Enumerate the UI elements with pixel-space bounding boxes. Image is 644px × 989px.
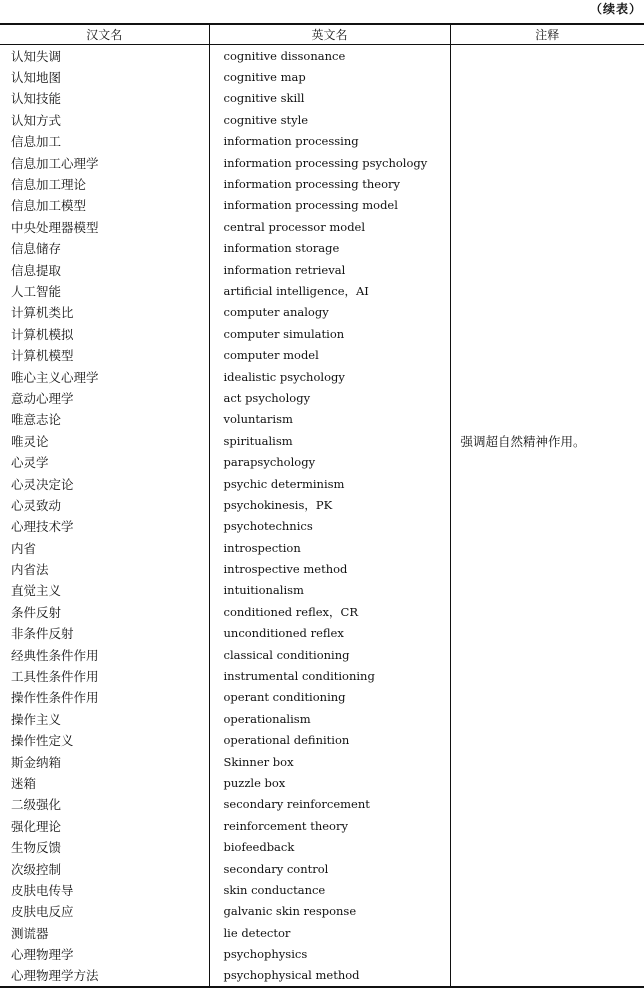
table-row — [0, 644, 644, 665]
term-note — [450, 623, 644, 644]
table-row — [0, 238, 644, 259]
term-note — [450, 131, 644, 152]
chinese-term: 认知失调 — [0, 45, 209, 67]
term-note — [450, 751, 644, 772]
table-row — [0, 901, 644, 922]
chinese-term: 唯意志论 — [0, 409, 209, 430]
chinese-term: 信息加工模型 — [0, 195, 209, 216]
table-row — [0, 451, 644, 472]
table-row — [0, 516, 644, 537]
english-term: computer analogy — [209, 302, 450, 323]
chinese-term: 唯灵论 — [0, 430, 209, 451]
english-term: secondary control — [209, 858, 450, 879]
term-note — [450, 88, 644, 109]
chinese-term: 操作性定义 — [0, 730, 209, 751]
term-note — [450, 323, 644, 344]
english-term: computer simulation — [209, 323, 450, 344]
english-term: psychophysics — [209, 943, 450, 964]
table-row — [0, 687, 644, 708]
english-term: idealistic psychology — [209, 366, 450, 387]
chinese-term: 条件反射 — [0, 601, 209, 622]
term-note — [450, 901, 644, 922]
term-note — [450, 943, 644, 964]
chinese-term: 计算机模型 — [0, 344, 209, 365]
table-row — [0, 708, 644, 729]
table-row — [0, 623, 644, 644]
table-row — [0, 580, 644, 601]
term-note — [450, 238, 644, 259]
english-term: psychophysical method — [209, 965, 450, 987]
chinese-term: 计算机模拟 — [0, 323, 209, 344]
english-term: lie detector — [209, 922, 450, 943]
table-row — [0, 879, 644, 900]
term-note — [450, 580, 644, 601]
chinese-term: 皮肤电传导 — [0, 879, 209, 900]
term-note — [450, 109, 644, 130]
header-english-name: 英文名 — [209, 24, 450, 45]
table-row — [0, 195, 644, 216]
english-term: reinforcement theory — [209, 815, 450, 836]
term-note — [450, 665, 644, 686]
chinese-term: 人工智能 — [0, 280, 209, 301]
english-term: computer model — [209, 344, 450, 365]
chinese-term: 操作性条件作用 — [0, 687, 209, 708]
english-term: information processing theory — [209, 173, 450, 194]
english-term: cognitive map — [209, 66, 450, 87]
english-term: cognitive skill — [209, 88, 450, 109]
english-term: psychic determinism — [209, 473, 450, 494]
chinese-term: 工具性条件作用 — [0, 665, 209, 686]
english-term: psychotechnics — [209, 516, 450, 537]
english-term: psychokinesis，PK — [209, 494, 450, 515]
term-note — [450, 409, 644, 430]
table-row — [0, 494, 644, 515]
english-term: information processing psychology — [209, 152, 450, 173]
table-row — [0, 366, 644, 387]
english-term: classical conditioning — [209, 644, 450, 665]
term-note — [450, 494, 644, 515]
header-note: 注释 — [450, 24, 644, 45]
chinese-term: 心灵学 — [0, 451, 209, 472]
continued-label: （续表） — [589, 2, 642, 16]
english-term: biofeedback — [209, 836, 450, 857]
table-row — [0, 601, 644, 622]
table-row — [0, 45, 644, 67]
term-note — [450, 302, 644, 323]
table-row — [0, 922, 644, 943]
chinese-term: 心理物理学 — [0, 943, 209, 964]
chinese-term: 认知技能 — [0, 88, 209, 109]
term-note — [450, 344, 644, 365]
chinese-term: 中央处理器模型 — [0, 216, 209, 237]
chinese-term: 测谎器 — [0, 922, 209, 943]
english-term: secondary reinforcement — [209, 794, 450, 815]
chinese-term: 直觉主义 — [0, 580, 209, 601]
term-note — [450, 537, 644, 558]
chinese-term: 信息加工心理学 — [0, 152, 209, 173]
chinese-term: 生物反馈 — [0, 836, 209, 857]
chinese-term: 信息加工理论 — [0, 173, 209, 194]
table-body — [0, 45, 644, 988]
table-row — [0, 965, 644, 987]
chinese-term: 意动心理学 — [0, 387, 209, 408]
term-note — [450, 965, 644, 987]
english-term: central processor model — [209, 216, 450, 237]
english-term: information storage — [209, 238, 450, 259]
english-term: information processing — [209, 131, 450, 152]
term-note — [450, 195, 644, 216]
chinese-term: 认知方式 — [0, 109, 209, 130]
table-row — [0, 109, 644, 130]
term-note — [450, 794, 644, 815]
table-row — [0, 537, 644, 558]
table-row — [0, 730, 644, 751]
chinese-term: 内省 — [0, 537, 209, 558]
chinese-term: 斯金纳箱 — [0, 751, 209, 772]
table-row — [0, 751, 644, 772]
term-note — [450, 259, 644, 280]
chinese-term: 心理物理学方法 — [0, 965, 209, 987]
english-term: information retrieval — [209, 259, 450, 280]
english-term: instrumental conditioning — [209, 665, 450, 686]
english-term: cognitive style — [209, 109, 450, 130]
term-note — [450, 152, 644, 173]
english-term: Skinner box — [209, 751, 450, 772]
chinese-term: 唯心主义心理学 — [0, 366, 209, 387]
english-term: introspective method — [209, 558, 450, 579]
chinese-term: 操作主义 — [0, 708, 209, 729]
english-term: operant conditioning — [209, 687, 450, 708]
term-note — [450, 687, 644, 708]
term-note — [450, 216, 644, 237]
table-row — [0, 430, 644, 451]
chinese-term: 经典性条件作用 — [0, 644, 209, 665]
english-term: voluntarism — [209, 409, 450, 430]
table-row — [0, 558, 644, 579]
table-row — [0, 88, 644, 109]
term-note — [450, 45, 644, 67]
chinese-term: 次级控制 — [0, 858, 209, 879]
chinese-term: 心灵致动 — [0, 494, 209, 515]
table-row — [0, 815, 644, 836]
table-row — [0, 858, 644, 879]
header-chinese-name: 汉文名 — [0, 24, 209, 45]
chinese-term: 迷箱 — [0, 772, 209, 793]
term-note — [450, 66, 644, 87]
term-note — [450, 387, 644, 408]
table-row — [0, 152, 644, 173]
english-term: intuitionalism — [209, 580, 450, 601]
table-row — [0, 131, 644, 152]
term-note — [450, 836, 644, 857]
chinese-term: 非条件反射 — [0, 623, 209, 644]
table-row — [0, 665, 644, 686]
chinese-term: 信息储存 — [0, 238, 209, 259]
chinese-term: 计算机类比 — [0, 302, 209, 323]
table-row — [0, 943, 644, 964]
term-note — [450, 858, 644, 879]
english-term: cognitive dissonance — [209, 45, 450, 67]
table-row — [0, 344, 644, 365]
header-row — [0, 24, 644, 45]
table-row — [0, 794, 644, 815]
table-row — [0, 302, 644, 323]
table-row — [0, 409, 644, 430]
table-row — [0, 473, 644, 494]
term-note — [450, 922, 644, 943]
term-note — [450, 708, 644, 729]
chinese-term: 信息提取 — [0, 259, 209, 280]
chinese-term: 心理技术学 — [0, 516, 209, 537]
term-note — [450, 451, 644, 472]
term-note — [450, 879, 644, 900]
table-row — [0, 772, 644, 793]
table-header — [0, 24, 644, 45]
english-term: operational definition — [209, 730, 450, 751]
term-note — [450, 280, 644, 301]
english-term: act psychology — [209, 387, 450, 408]
term-note: 强调超自然精神作用。 — [460, 433, 586, 449]
term-note — [450, 366, 644, 387]
table-row — [0, 323, 644, 344]
table-row — [0, 173, 644, 194]
term-note — [450, 772, 644, 793]
table-row — [0, 66, 644, 87]
english-term: information processing model — [209, 195, 450, 216]
english-term: conditioned reflex，CR — [209, 601, 450, 622]
chinese-term: 内省法 — [0, 558, 209, 579]
chinese-term: 二级强化 — [0, 794, 209, 815]
chinese-term: 信息加工 — [0, 131, 209, 152]
term-note — [450, 815, 644, 836]
english-term: puzzle box — [209, 772, 450, 793]
table-row — [0, 216, 644, 237]
term-note — [450, 173, 644, 194]
english-term: galvanic skin response — [209, 901, 450, 922]
term-note — [450, 558, 644, 579]
english-term: unconditioned reflex — [209, 623, 450, 644]
table-row — [0, 259, 644, 280]
term-note — [450, 730, 644, 751]
table-row — [0, 280, 644, 301]
english-term: artificial intelligence，AI — [209, 280, 450, 301]
term-note — [450, 601, 644, 622]
chinese-term: 强化理论 — [0, 815, 209, 836]
glossary-table — [0, 23, 644, 988]
english-term: operationalism — [209, 708, 450, 729]
chinese-term: 认知地图 — [0, 66, 209, 87]
chinese-term: 心灵决定论 — [0, 473, 209, 494]
term-note — [450, 473, 644, 494]
term-note — [450, 516, 644, 537]
table-row — [0, 836, 644, 857]
table-row — [0, 387, 644, 408]
term-note — [450, 644, 644, 665]
english-term: skin conductance — [209, 879, 450, 900]
english-term: spiritualism — [209, 430, 450, 451]
english-term: parapsychology — [209, 451, 450, 472]
chinese-term: 皮肤电反应 — [0, 901, 209, 922]
english-term: introspection — [209, 537, 450, 558]
